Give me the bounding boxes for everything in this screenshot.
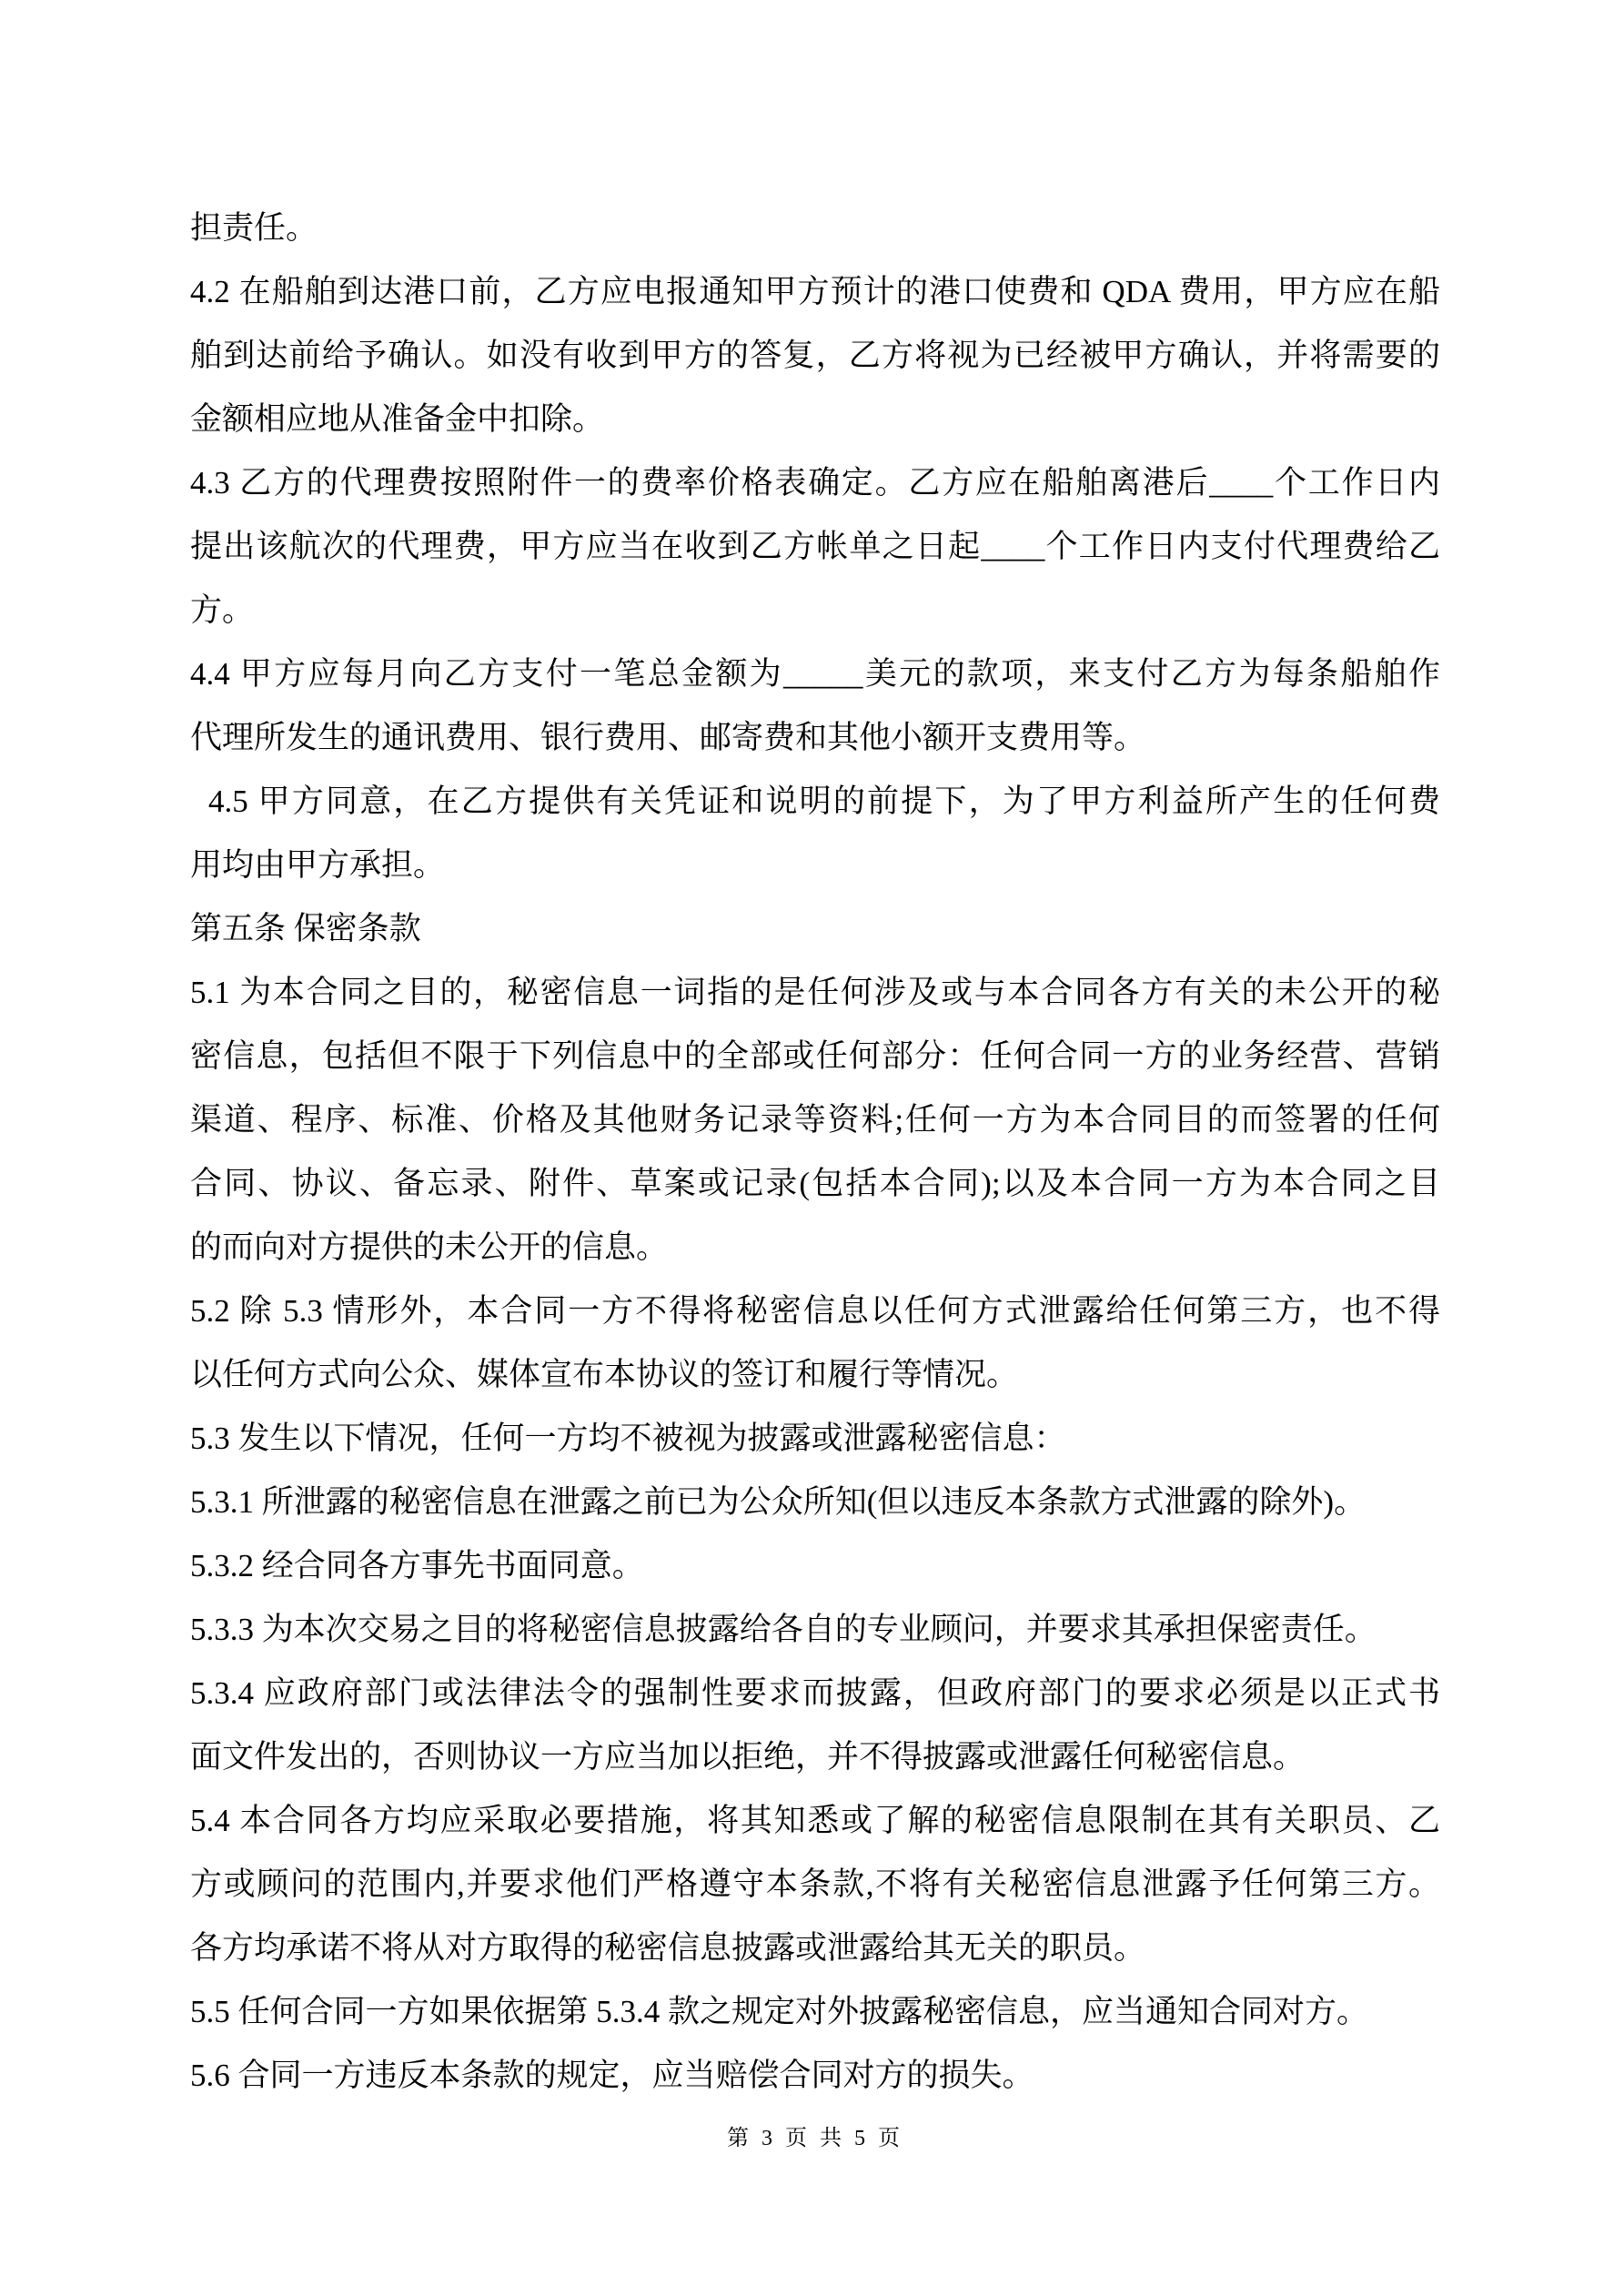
document-line: 5.3.4 应政府部门或法律法令的强制性要求而披露，但政府部门的要求必须是以正式书 <box>190 1675 1440 1711</box>
document-line: 4.2 在船舶到达港口前，乙方应电报通知甲方预计的港口使费和 QDA 费用，甲方应在船 <box>190 274 1440 309</box>
document-line: 面文件发出的，否则协议一方应当加以拒绝，并不得披露或泄露任何秘密信息。 <box>190 1739 1306 1775</box>
document-line: 4.3 乙方的代理费按照附件一的费率价格表确定。乙方应在船舶离港后____个工作日内 <box>190 465 1440 501</box>
document-line: 5.1 为本合同之目的，秘密信息一词指的是任何涉及或与本合同各方有关的未公开的秘 <box>190 975 1440 1010</box>
document-line: 4.4 甲方应每月向乙方支付一笔总金额为_____美元的款项，来支付乙方为每条船舶作 <box>190 656 1440 692</box>
document-line: 方或顾问的范围内,并要求他们严格遵守本条款,不将有关秘密信息泄露予任何第三方。 <box>190 1866 1440 1902</box>
document-line: 5.4 本合同各方均应采取必要措施，将其知悉或了解的秘密信息限制在其有关职员、乙 <box>190 1803 1440 1838</box>
document-line: 5.3 发生以下情况，任何一方均不被视为披露或泄露秘密信息： <box>190 1421 1066 1456</box>
document-line: 密信息，包括但不限于下列信息中的全部或任何部分：任何合同一方的业务经营、营销 <box>190 1038 1440 1074</box>
document-line: 第五条 保密条款 <box>190 911 421 946</box>
document-line: 以任何方式向公众、媒体宣布本协议的签订和履行等情况。 <box>190 1357 1019 1392</box>
document-line: 5.3.1 所泄露的秘密信息在泄露之前已为公众所知(但以违反本条款方式泄露的除外)。 <box>190 1484 1367 1520</box>
document-line: 提出该航次的代理费，甲方应当在收到乙方帐单之日起____个工作日内支付代理费给乙 <box>190 529 1440 564</box>
document-body <box>190 197 1440 2108</box>
document-line: 5.3.2 经合同各方事先书面同意。 <box>190 1548 644 1583</box>
page-number-label: 第 3 页 共 5 页 <box>727 2127 903 2150</box>
document-line: 渠道、程序、标准、价格及其他财务记录等资料;任何一方为本合同目的而签署的任何 <box>190 1102 1440 1138</box>
document-line: 用均由甲方承担。 <box>190 847 446 883</box>
document-line: 担责任。 <box>190 210 318 246</box>
document-line: 5.5 任何合同一方如果依据第 5.3.4 款之规定对外披露秘密信息，应当通知合同对方。 <box>190 1994 1369 2029</box>
document-line: 合同、协议、备忘录、附件、草案或记录(包括本合同);以及本合同一方为本合同之目 <box>190 1166 1440 1201</box>
document-line: 舶到达前给予确认。如没有收到甲方的答复，乙方将视为已经被甲方确认，并将需要的 <box>190 338 1440 373</box>
document-line: 金额相应地从准备金中扣除。 <box>190 401 605 437</box>
document-line: 的而向对方提供的未公开的信息。 <box>190 1229 669 1265</box>
document-line: 代理所发生的通讯费用、银行费用、邮寄费和其他小额开支费用等。 <box>190 720 1146 755</box>
document-line: 5.2 除 5.3 情形外，本合同一方不得将秘密信息以任何方式泄露给任何第三方，也不得 <box>190 1293 1440 1329</box>
document-line: 4.5 甲方同意，在乙方提供有关凭证和说明的前提下，为了甲方利益所产生的任何费 <box>208 784 1440 819</box>
document-line: 各方均承诺不将从对方取得的秘密信息披露或泄露给其无关的职员。 <box>190 1930 1146 1966</box>
document-line: 5.3.3 为本次交易之目的将秘密信息披露给各自的专业顾问，并要求其承担保密责任。 <box>190 1612 1377 1647</box>
document-line: 方。 <box>190 592 255 628</box>
page-footer <box>190 2120 1440 2157</box>
document-line: 5.6 合同一方违反本条款的规定，应当赔偿合同对方的损失。 <box>190 2058 1034 2093</box>
